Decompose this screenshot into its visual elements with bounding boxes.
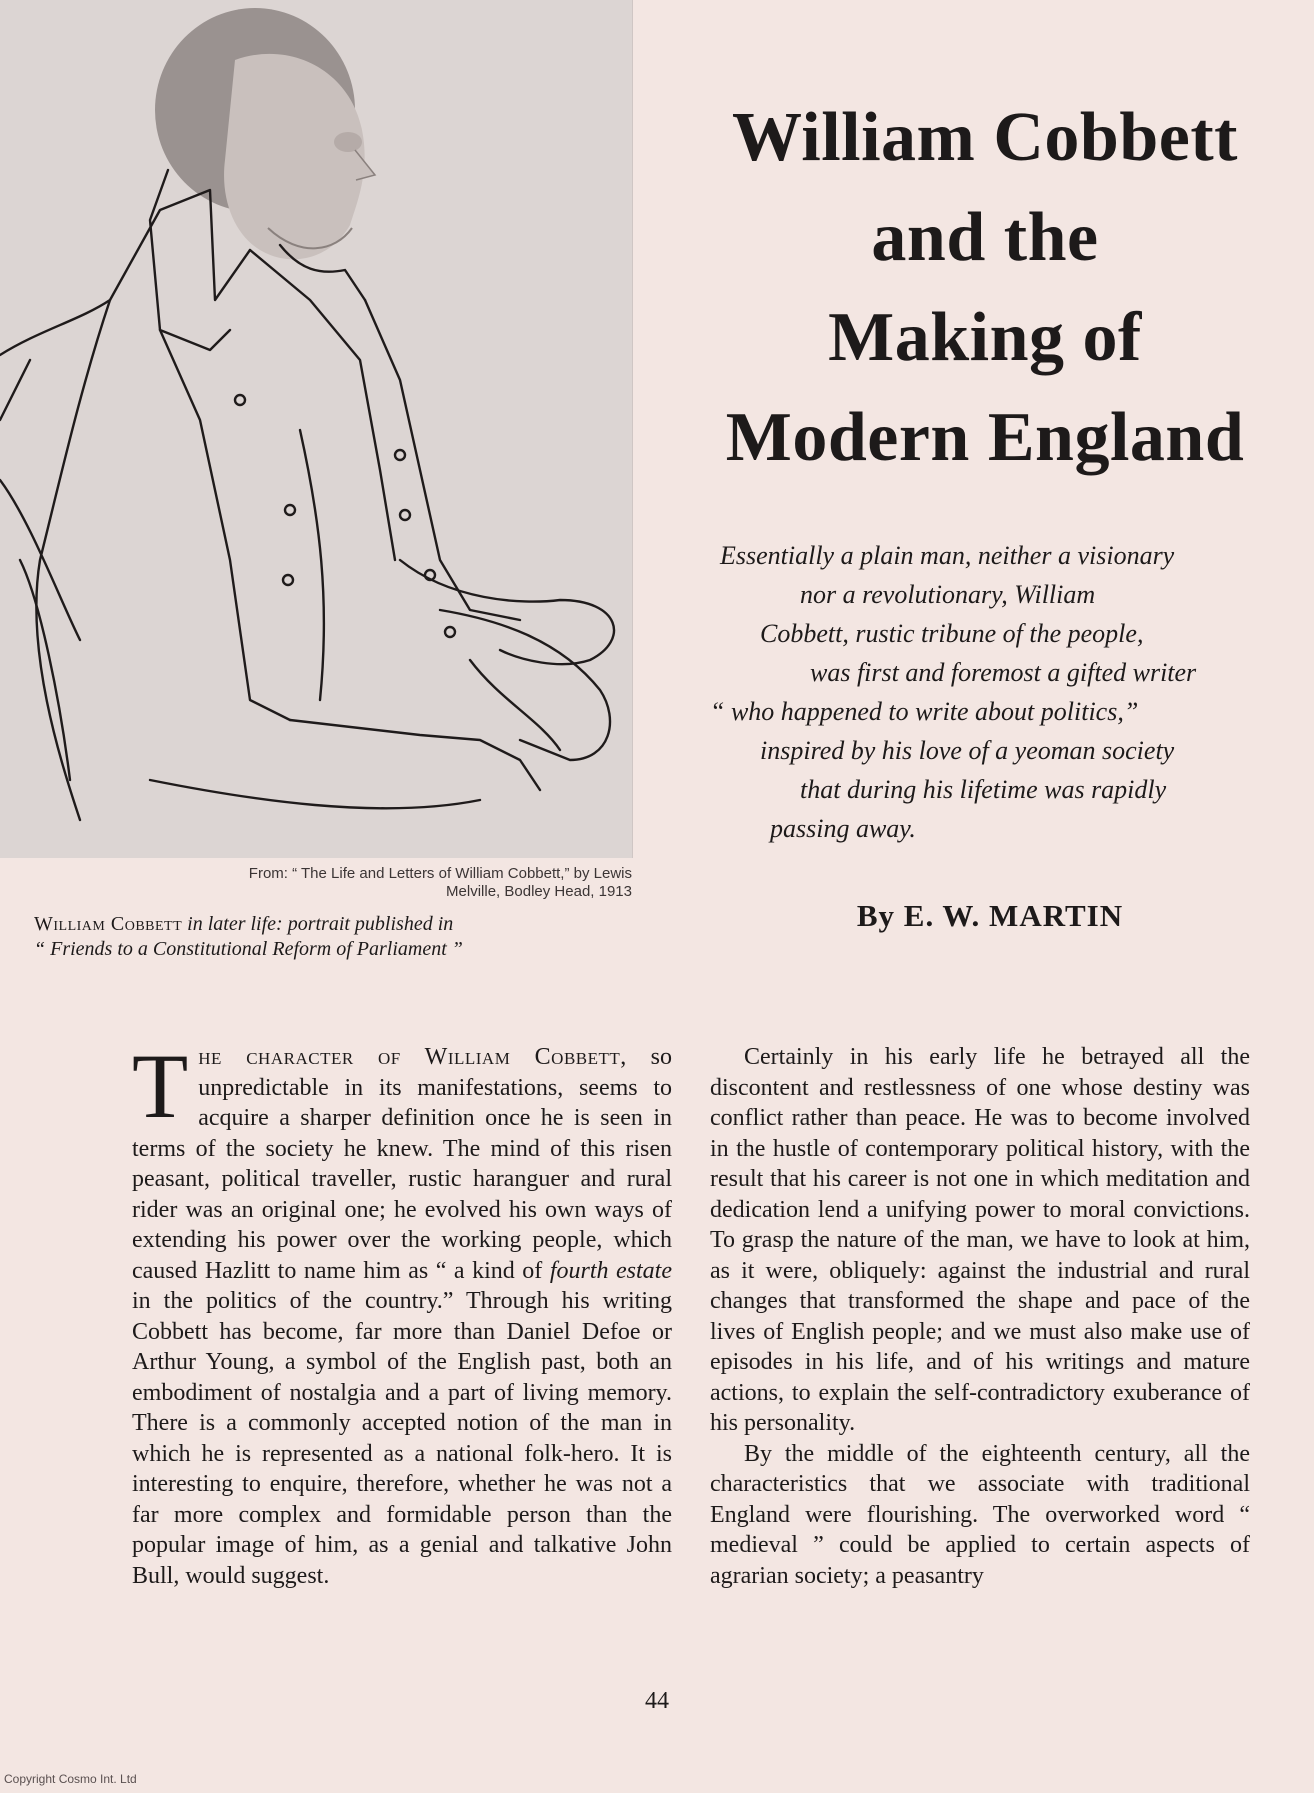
standfirst-line: nor a revolutionary, William (800, 580, 1096, 609)
portrait-caption (34, 912, 624, 962)
title-line-2: and the (871, 199, 1099, 276)
standfirst-line: “ who happened to write about politics,” (710, 697, 1139, 726)
standfirst-line: passing away. (770, 814, 916, 843)
cobbett-portrait-drawing (0, 0, 632, 858)
standfirst-line: inspired by his love of a yeoman society (760, 736, 1175, 765)
body-column-right (710, 1042, 1250, 1591)
body-column-left (132, 1035, 672, 1591)
body-paragraph: By the middle of the eighteenth century, all the characteristics that we associate with traditional England were flourishing. The overworked word “ medieval ” could be applied to certain aspects of agrarian society; a peasantry (710, 1440, 1250, 1589)
byline: By E. W. MARTIN (856, 898, 1124, 933)
credit-line-1: From: “ The Life and Letters of William Cobbett,” by Lewis (248, 865, 632, 882)
body-paragraph: The character of William Cobbett, so unpredictable in its manifestations, seems to acquire a sharper definition once he is seen in terms of the society he knew. The mind of this risen peasant, political traveller, rustic haranguer and rural rider was an original one; he evolved his own ways of extending his power over the working people, which caused Hazlitt to name him as “ a kind of fourth estate in the politics of the country.” Through his writing Cobbett has become, far more than Daniel Defoe or Arthur Young, a symbol of the English past, both an embodiment of nostalgia and a part of living memory. There is a commonly accepted notion of the man in which he is represented as a national folk-hero. It is interesting to enquire, therefore, whether he was not a far more complex and formidable person than the popular image of him, as a genial and talkative John Bull, would suggest. (132, 1035, 672, 1589)
lead-in: he character of William Cobbett, (198, 1044, 627, 1070)
caption-line-1: in later life: portrait published in (182, 913, 454, 935)
portrait-illustration (0, 0, 633, 858)
article-title (655, 88, 1314, 488)
standfirst-line: Cobbett, rustic tribune of the people, (760, 619, 1144, 648)
image-credit (90, 865, 632, 901)
page-number: 44 (645, 1688, 669, 1714)
standfirst-line: was first and foremost a gifted writer (810, 658, 1197, 687)
drop-cap: T (132, 1035, 189, 1137)
copyright-notice: Copyright Cosmo Int. Ltd (4, 1772, 137, 1786)
standfirst-line: Essentially a plain man, neither a visionary (720, 541, 1175, 570)
title-line-4: Modern England (725, 399, 1245, 476)
body-paragraph: Certainly in his early life he betrayed all the discontent and restlessness of one whose destiny was conflict rather than peace. He was to become involved in the hustle of contemporary political history, with the result that his career is not one in which meditation and dedication lend a unifying power to moral convictions. To grasp the nature of the man, we have to look at him, as it were, obliquely: against the industrial and rural changes that transformed the shape and pace of the lives of English people; and we must also make use of episodes in his life, and of his writings and mature actions, to explain the self-contradictory exuberance of his personality. (710, 1044, 1250, 1436)
title-line-1: William Cobbett (732, 99, 1238, 176)
credit-line-2: Melville, Bodley Head, 1913 (446, 883, 632, 900)
caption-line-2: “ Friends to a Constitutional Reform of Parliament ” (34, 938, 463, 960)
standfirst-line: that during his lifetime was rapidly (800, 775, 1167, 804)
standfirst (700, 536, 1260, 848)
title-line-3: Making of (828, 299, 1142, 376)
caption-name: William Cobbett (34, 913, 183, 935)
